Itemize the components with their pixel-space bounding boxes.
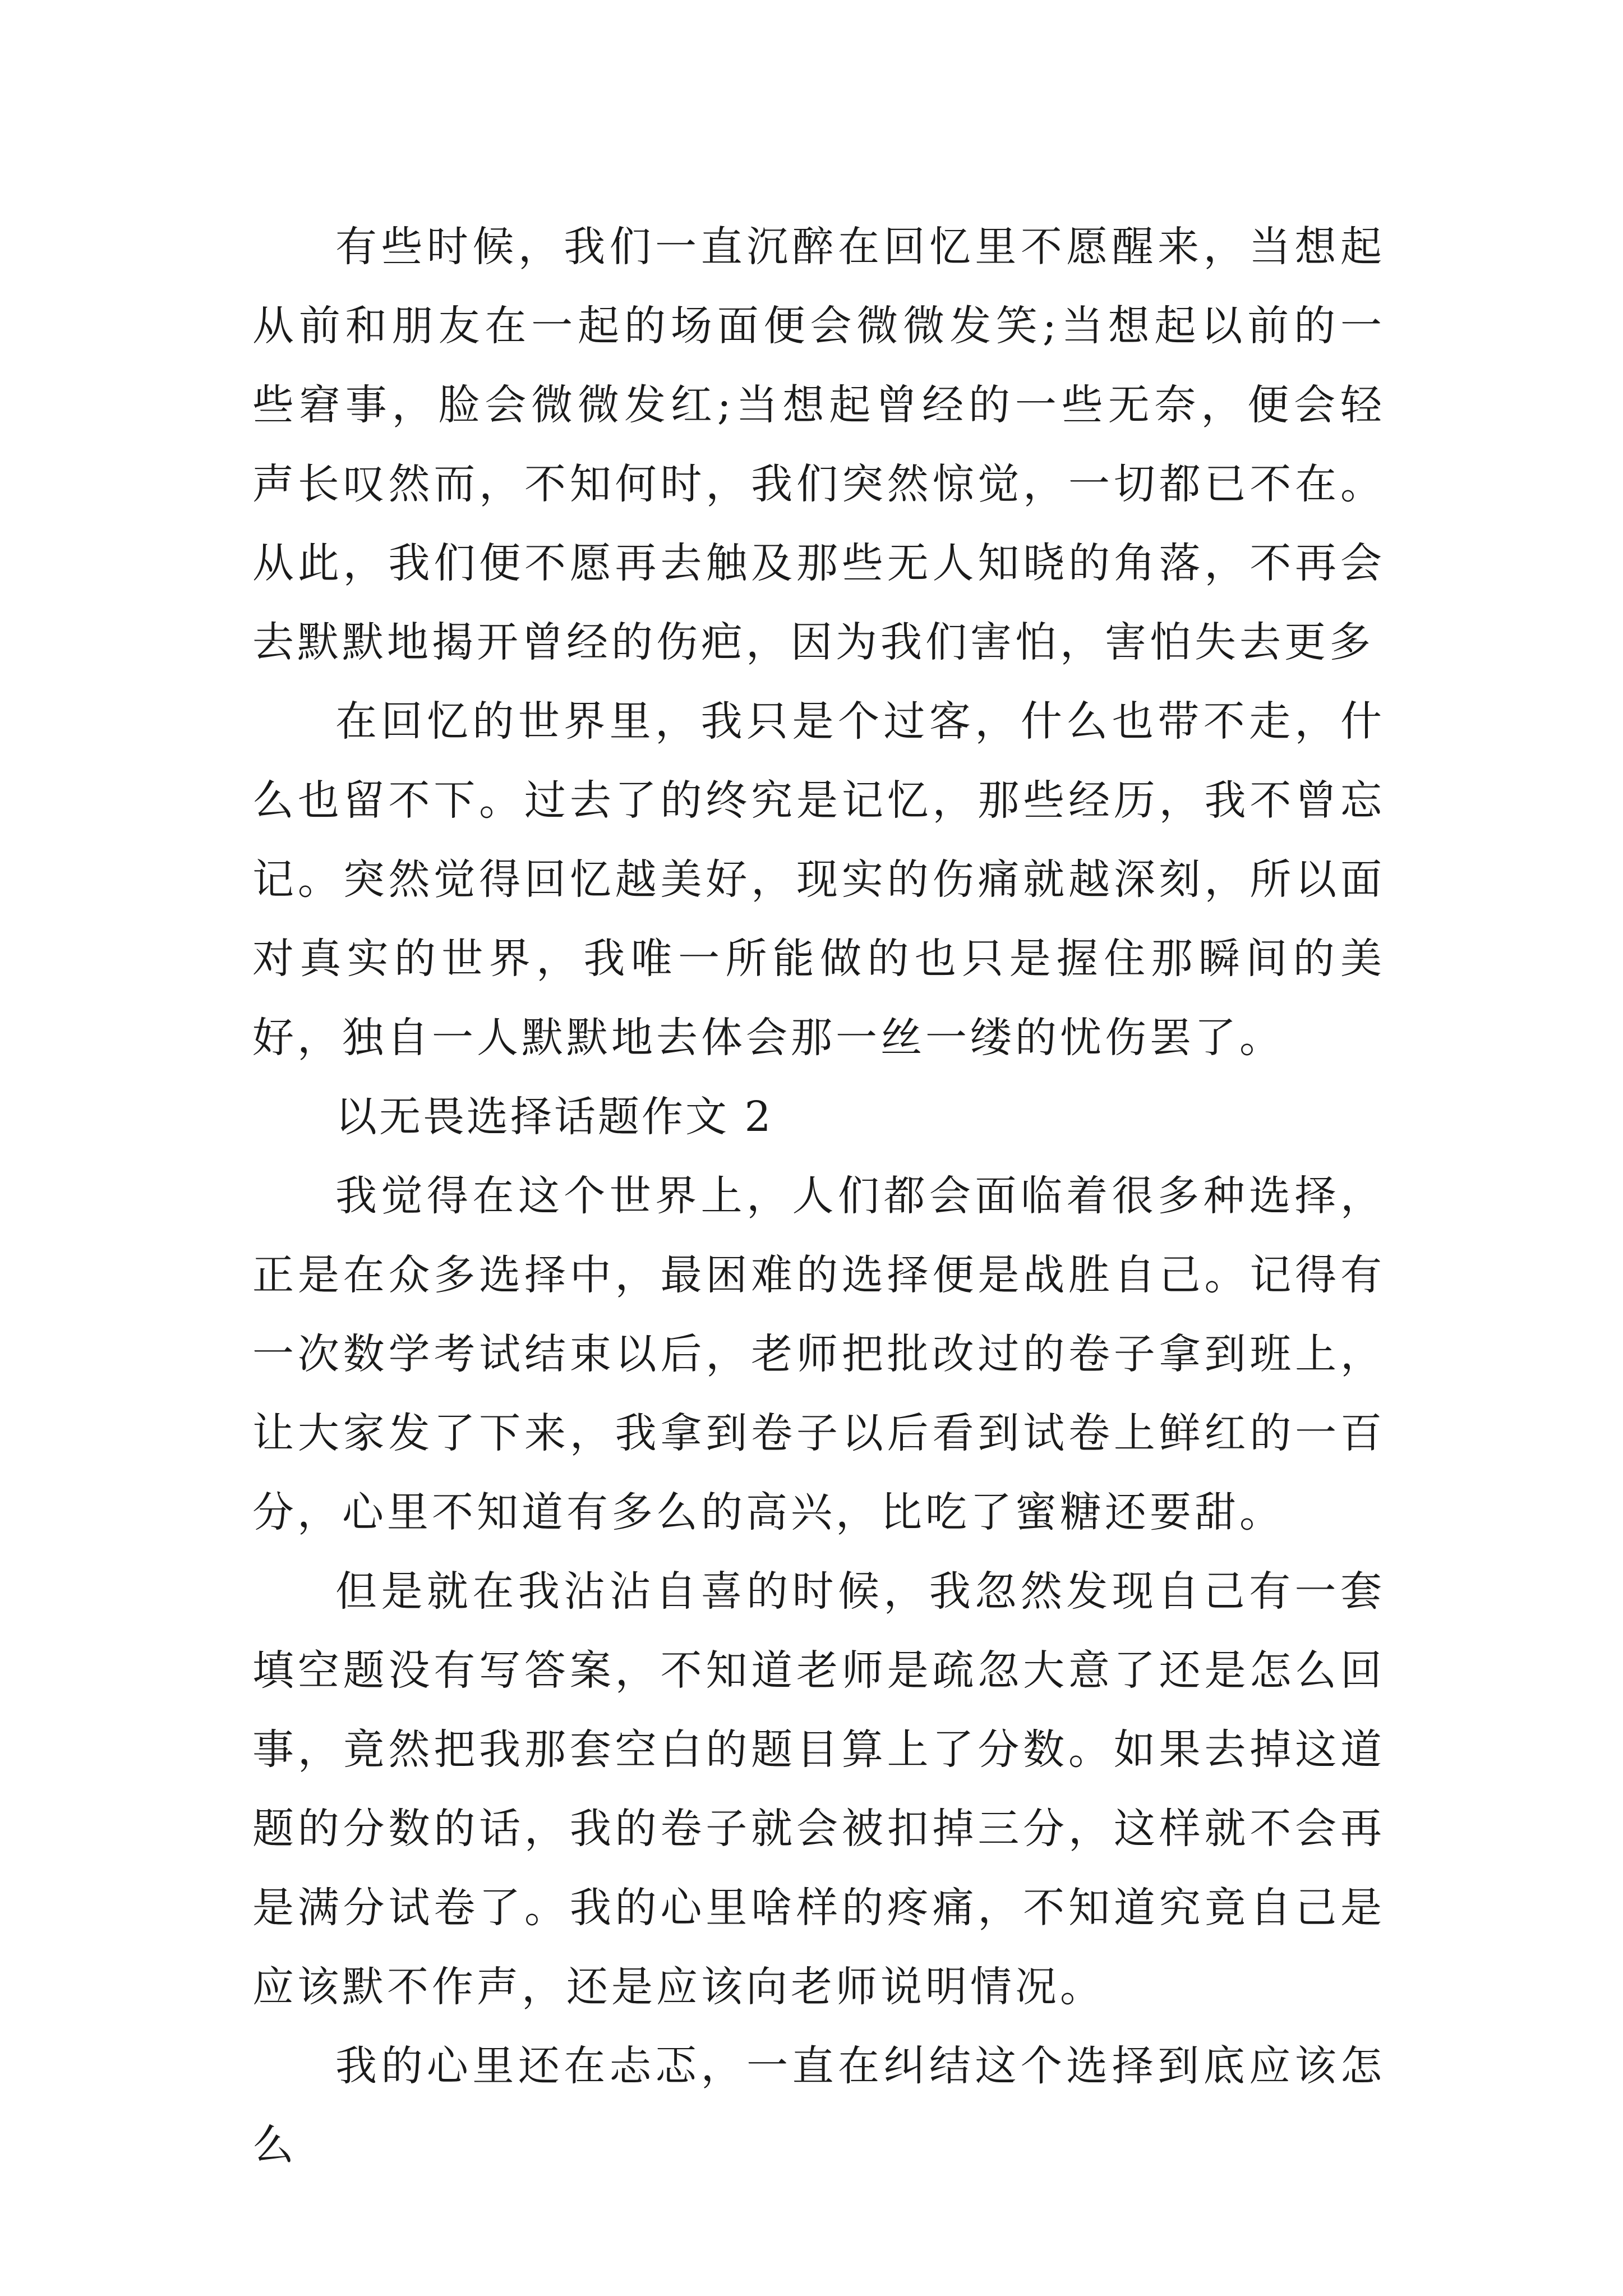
paragraph-blank-question: 但是就在我沾沾自喜的时候，我忽然发现自己有一套填空题没有写答案，不知道老师是疏忽大意了还是怎么回事，竟然把我那套空白的题目算上了分数。如果去掉这道题的分数的话，我的卷子就会被扣掉三分，这样就不会再是满分试卷了。我的心里啥样的疼痛，不知道究竟自己是应该默不作声，还是应该向老师说明情况。 — [252, 1567, 1385, 2011]
paragraph-exam: 我觉得在这个世界上，人们都会面临着很多种选择，正是在众多选择中，最困难的选择便是战胜自己。记得有一次数学考试结束以后，老师把批改过的卷子拿到班上，让大家发了下来，我拿到卷子以后看到试卷上鲜红的一百分，心里不知道有多么的高兴，比吃了蜜糖还要甜。 — [252, 1172, 1385, 1536]
essay-body — [252, 208, 1385, 2185]
paragraph-memories: 有些时候，我们一直沉醉在回忆里不愿醒来，当想起从前和朋友在一起的场面便会微微发笑;当想起以前的一些窘事，脸会微微发红;当想起曾经的一些无奈，便会轻声长叹然而，不知何时，我们突然惊觉，一切都已不在。从此，我们便不愿再去触及那些无人知晓的角落，不再会去默默地揭开曾经的伤疤，因为我们害怕，害怕失去更多 — [252, 223, 1385, 666]
section-heading: 以无畏选择话题作文 2 — [335, 1093, 773, 1141]
paragraph-passerby: 在回忆的世界里，我只是个过客，什么也带不走，什么也留不下。过去了的终究是记忆，那些经历，我不曾忘记。突然觉得回忆越美好，现实的伤痛就越深刻，所以面对真实的世界，我唯一所能做的也只是握住那瞬间的美好，独自一人默默地去体会那一丝一缕的忧伤罢了。 — [252, 697, 1385, 1062]
paragraph-dilemma: 我的心里还在忐忑，一直在纠结这个选择到底应该怎么 — [252, 2042, 1385, 2169]
